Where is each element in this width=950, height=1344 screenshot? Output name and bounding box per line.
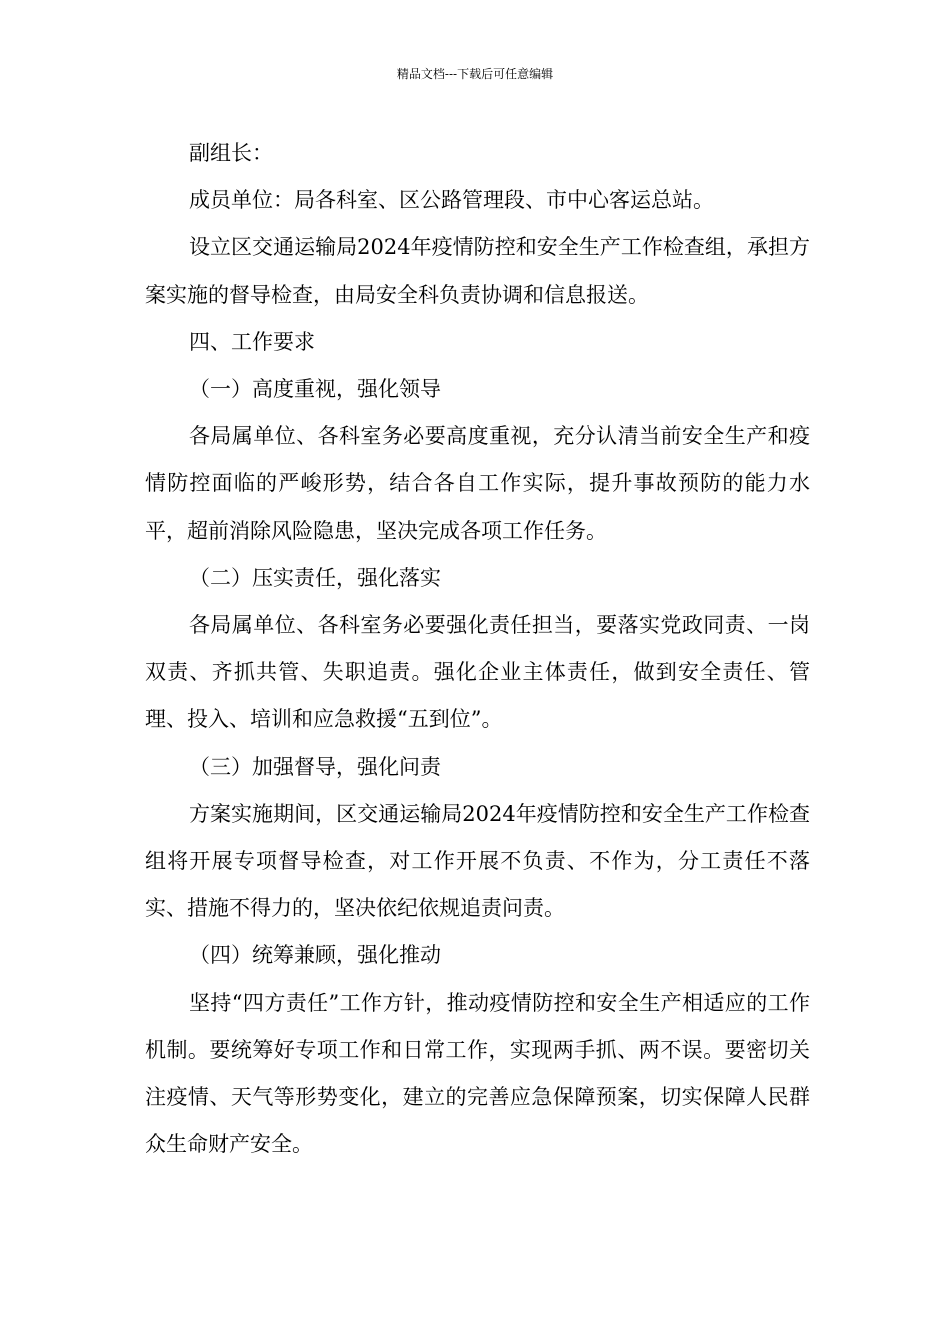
subheading-3: （三）加强督导，强化问责 xyxy=(189,754,441,779)
paragraph-inspection-group: 设立区交通运输局2024年疫情防控和安全生产工作检查组，承担方案实施的督导检查，由局安全科负责协调和信息报送。 xyxy=(145,235,810,307)
subheading-2: （二）压实责任，强化落实 xyxy=(189,565,441,590)
paragraph-4: 坚持“四方责任”工作方针，推动疫情防控和安全生产相适应的工作机制。要统筹好专项工作和日常工作，实现两手抓、两不误。要密切关注疫情、天气等形势变化，建立的完善应急保障预案，切实保障人民群众生命财产安全。 xyxy=(145,990,810,1157)
subheading-1: （一）高度重视，强化领导 xyxy=(189,377,441,402)
paragraph-2: 各局属单位、各科室务必要强化责任担当，要落实党政同责、一岗双责、齐抓共管、失职追责。强化企业主体责任，做到安全责任、管理、投入、培训和应急救援“五到位”。 xyxy=(145,613,810,732)
paragraph-1: 各局属单位、各科室务必要高度重视，充分认清当前安全生产和疫情防控面临的严峻形势，结合各自工作实际，提升事故预防的能力水平，超前消除风险隐患，坚决完成各项工作任务。 xyxy=(145,424,810,543)
paragraph-member-units: 成员单位：局各科室、区公路管理段、市中心客运总站。 xyxy=(189,188,714,213)
paragraph-3: 方案实施期间，区交通运输局2024年疫情防控和安全生产工作检查组将开展专项督导检查，对工作开展不负责、不作为，分工责任不落实、措施不得力的，坚决依纪依规追责问责。 xyxy=(145,801,810,921)
running-header: 精品文档---下载后可任意编辑 xyxy=(396,67,554,81)
section-heading-work-requirements: 四、工作要求 xyxy=(189,329,315,354)
subheading-4: （四）统筹兼顾，强化推动 xyxy=(189,943,441,968)
document-body xyxy=(145,130,810,1168)
paragraph-deputy-leader: 副组长： xyxy=(189,141,273,165)
